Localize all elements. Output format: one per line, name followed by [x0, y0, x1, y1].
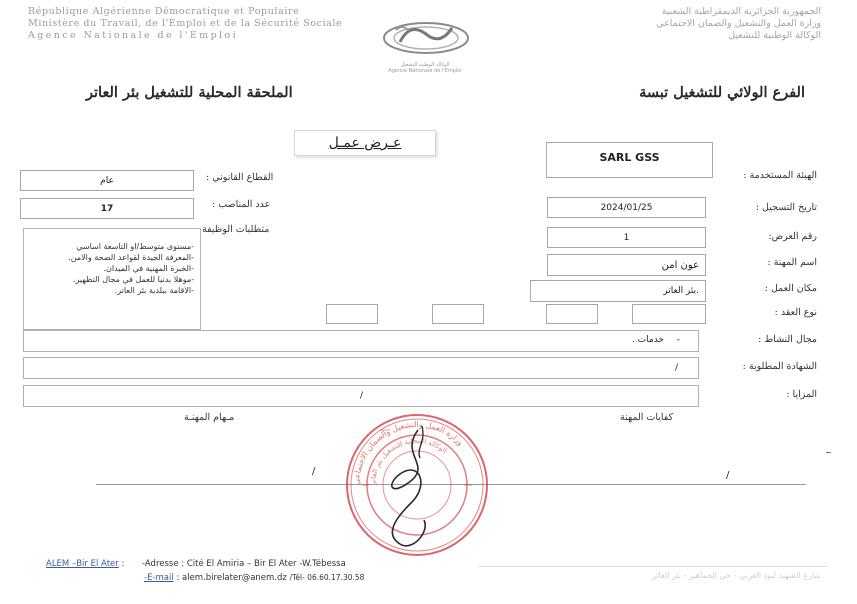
page-title [294, 130, 436, 156]
registration-date-value: 2024/01/25 [547, 197, 706, 218]
header-fr-line3: Agence Nationale de l'Emploi [28, 30, 239, 41]
requirement-item: -الخبرة المهنية في الميدان. [103, 264, 194, 273]
legal-sector-label: القطاع القانوني : [206, 172, 274, 183]
anem-logo [370, 12, 482, 66]
local-branch-title: الملحقة المحلية للتشغيل بئر العاتر [86, 84, 293, 101]
contract-box-1 [546, 304, 598, 324]
legal-sector-value: عام [20, 170, 194, 191]
skills-label: كفايات المهنة [620, 412, 674, 423]
requirement-item: -المعرفة الجيدة لقواعد الصحة والامن. [68, 253, 194, 262]
requirement-item: -الاقامة ببلدية بئر العاتر. [114, 286, 194, 295]
employer-label: الهيئة المستخدمة : [743, 170, 817, 181]
logo-caption-ar: الوكالة الوطنية للتشغيل [400, 62, 450, 68]
footer-agency: ALEM –Bir El Ater [46, 559, 119, 569]
footer-email-label[interactable]: -E-mail [144, 573, 174, 583]
skills-value: / [726, 470, 730, 481]
header-ar-line1: الجمهورية الجزائرية الديمقراطية الشعبية [661, 6, 821, 17]
registration-date-label: تاريخ التسجيل : [755, 202, 817, 213]
positions-label: عدد المناصب : [212, 199, 271, 210]
contract-box-4 [326, 304, 378, 324]
stamp-inner-text: الوكالة المحلية للتشغيل بئر العاتر [368, 436, 449, 486]
header-fr-line1: République Algérienne Démocratique et Populaire [28, 6, 300, 17]
footer-phone: /Tél- 06.60.17.30.58 [289, 573, 365, 582]
header-ar-line3: الوكالة الوطنية للتشغيل [728, 30, 821, 41]
diploma-label: الشهادة المطلوبة : [742, 361, 817, 372]
header-fr-line2: Ministère du Travail, de l'Emploi et de la Sécurité Sociale [28, 18, 343, 29]
footer-email-value[interactable]: : alem.birelater@anem.dz [176, 573, 287, 583]
activity-label: مجال النشاط : [758, 334, 817, 345]
activity-field [23, 330, 699, 352]
contract-type-label: نوع العقد : [774, 307, 817, 318]
footer-faded-line [478, 566, 828, 567]
requirements-box [23, 228, 201, 330]
requirement-item: -موهلا بدنيا للعمل في مجال التظهير. [72, 275, 194, 284]
stamp-outer-text: وزارة العمل والتشغيل والضمان الاجتماعي [351, 419, 465, 486]
offer-number-value: 1 [547, 227, 706, 248]
signature-icon [360, 424, 470, 554]
footer-arabic-faded: شارع الشهيد لبود العربي - حي الجماهير - بئر العاتر [651, 571, 821, 580]
tasks-label: مـهام المهنـة [184, 412, 235, 423]
footer-contact [144, 573, 364, 583]
footer-address: -Adresse : Cité El Amiria – Bir El Ater -W.Tébessa [142, 559, 346, 569]
provincial-branch-title: الفرع الولائي للتشغيل تبسة [639, 84, 805, 101]
benefits-field [23, 385, 699, 407]
requirements-list [24, 229, 200, 296]
page-title-text: عـرض عمـل [328, 135, 402, 151]
activity-value: خدمات . [631, 335, 664, 345]
job-name-label: اسم المهنة : [767, 257, 817, 268]
work-place-label: مكان العمل : [764, 283, 817, 294]
employer-value: SARL GSS [546, 142, 713, 178]
header-ar-line2: وزارة العمل والتشغيل والضمان الاجتماعي [656, 18, 821, 29]
header-arabic [491, 6, 821, 42]
activity-prefix: - [676, 335, 680, 345]
tasks-value: / [312, 466, 316, 477]
diploma-field [23, 357, 699, 379]
edge-mark [826, 452, 831, 453]
benefits-label: المزايا : [786, 389, 817, 400]
job-name-value: عون امن [547, 254, 706, 276]
contract-box-3 [432, 304, 484, 324]
contract-box-2 [632, 304, 706, 324]
benefits-value: / [360, 391, 364, 401]
requirement-item: -مستوى متوسط/او التاسعة اساسي [76, 242, 194, 251]
diploma-value: / [674, 363, 678, 373]
logo-caption [360, 62, 490, 74]
offer-number-label: رقم العرض: [768, 231, 817, 242]
footer-agency-block [46, 559, 124, 569]
logo-icon [370, 12, 482, 66]
header-french [28, 6, 358, 42]
footer-colon: : [121, 559, 125, 569]
work-place-value: بئر العاتر. [530, 280, 706, 302]
requirements-label: متطلبات الوظيفة [202, 224, 270, 235]
logo-caption-fr: Agence Nationale de l'Emploi [388, 68, 462, 74]
positions-value: 17 [20, 198, 194, 219]
